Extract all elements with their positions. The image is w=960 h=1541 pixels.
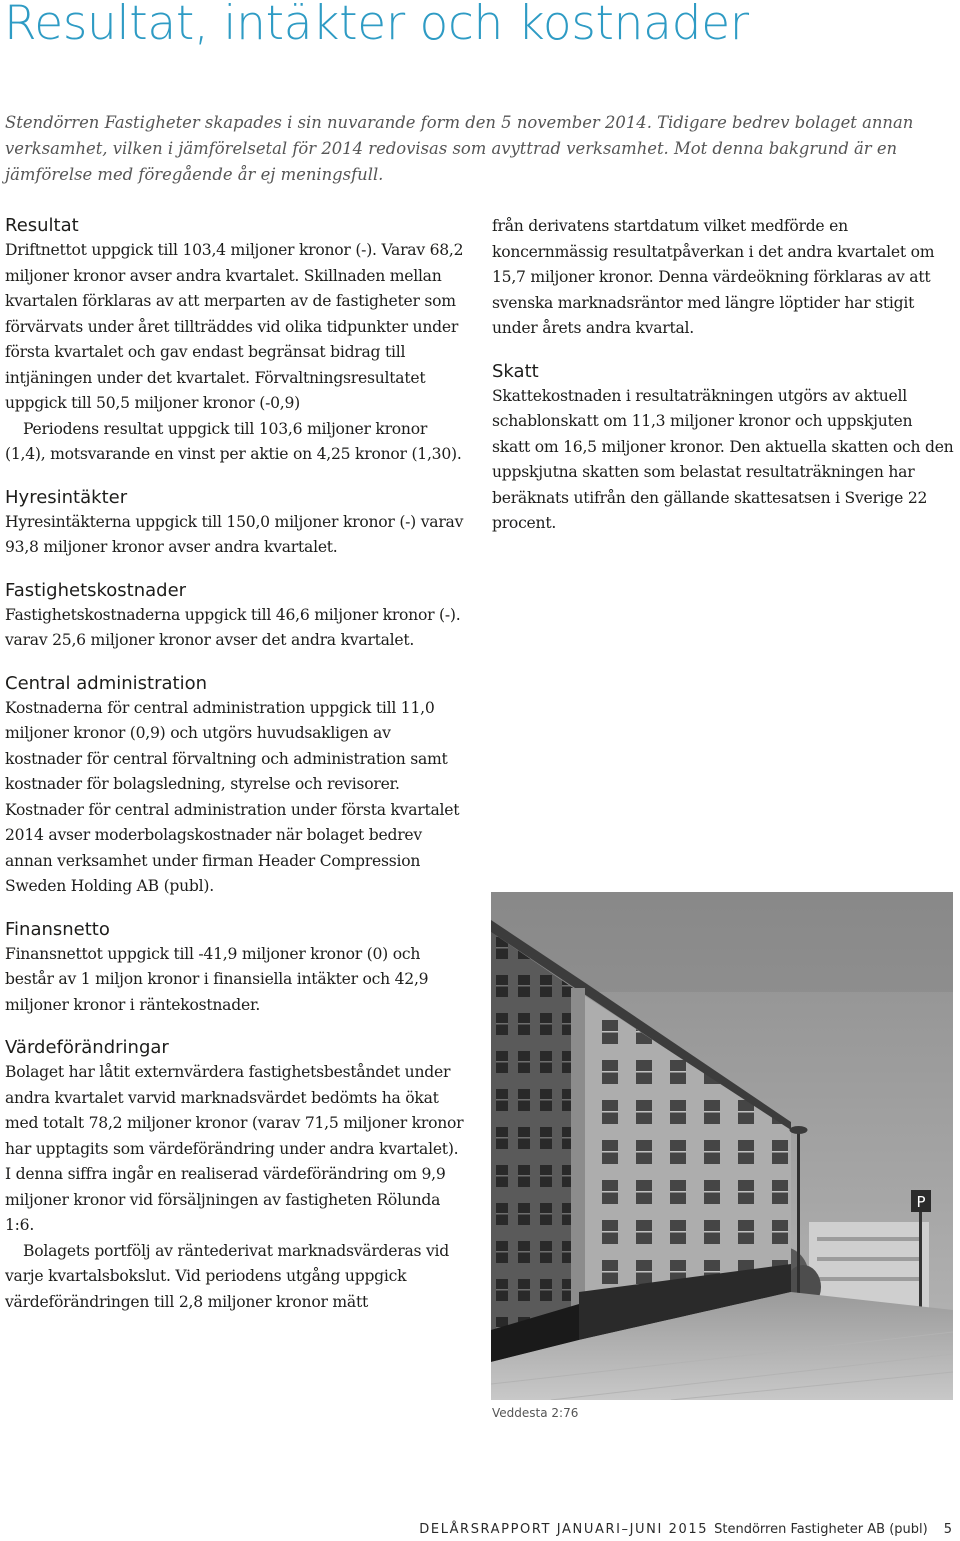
fastighetskostnader-paragraph: Fastighetskostnaderna uppgick till 46,6 miljoner kronor (-). varav 25,6 miljoner kronor avser det andra kvartalet. [5, 605, 461, 649]
resultat-paragraph-1: Driftnettot uppgick till 103,4 miljoner kronor (-). Varav 68,2 miljoner kronor avser andra kvartalet. Skillnaden mellan kvartalen förklaras av att merparten av de fastigheter som förvärvats under året tillträddes vid olika tidpunkter under första kvartalet och gav endast begränsat bidrag till intjäningen under det kvartalet. Förvaltningsresultatet uppgick till 50,5 miljoner kronor (-0,9) [5, 241, 464, 412]
page-number: 5 [943, 1522, 952, 1537]
intro-paragraph: Stendörren Fastigheter skapades i sin nuvarande form den 5 november 2014. Tidigare bedrev bolaget annan verksamhet, vilken i jämförelsetal för 2014 redovisas som avyttrad verksamhet. Mot denna bakgrund är en jämförelse med föregående år ej meningsfull. [5, 113, 914, 184]
footer-report-title: DELÅRSRAPPORT JANUARI–JUNI 2015 [419, 1522, 709, 1537]
resultat-paragraph-2: Periodens resultat uppgick till 103,6 miljoner kronor (1,4), motsvarande en vinst per aktie on 4,25 kronor (1,30). [5, 419, 462, 463]
vardeforandringar-paragraph-1: Bolaget har låtit externvärdera fastighetsbeståndet under andra kvartalet varvid marknadsvärdet bedömts ha ökat med totalt 78,2 miljoner kronor (varav 71,5 miljoner kronor har upptagits som värdeförändring under andra kvartalet). I denna siffra ingår en realiserad värdeförändring om 9,9 miljoner kronor vid försäljningen av fastigheten Rölunda 1:6. [5, 1063, 464, 1234]
hyresintakter-paragraph: Hyresintäkterna uppgick till 150,0 miljoner kronor (-) varav 93,8 miljoner kronor avser andra kvartalet. [5, 512, 464, 556]
parking-sign-letter: P [916, 1193, 926, 1211]
page-footer [419, 1522, 952, 1537]
building-photo [491, 892, 953, 1400]
heading-finansnetto: Finansnetto [5, 918, 110, 940]
skatt-paragraph: Skattekostnaden i resultaträkningen utgörs av aktuell schablonskatt om 11,3 miljoner kronor och uppskjuten skatt om 16,5 miljoner kronor. Den aktuella skatten och den uppskjutna skatten som belastat resultaträkningen har beräknats utifrån den gällande skattesatsen i Sverige 22 procent. [492, 386, 954, 532]
heading-skatt: Skatt [492, 360, 539, 382]
right-column [492, 214, 954, 537]
central-administration-paragraph: Kostnaderna för central administration uppgick till 11,0 miljoner kronor (0,9) och utgörs huvudsakligen av kostnader för central förvaltning och administration samt kostnader för bolagsledning, styrelse och revisorer. Kostnader för central administration under första kvartalet 2014 avser moderbolagskostnader när bolaget bedrev annan verksamhet under firman Header Compression Sweden Holding AB (publ). [5, 698, 460, 895]
page-title: Resultat, intäkter och kostnader [4, 0, 749, 51]
finansnetto-paragraph: Finansnettot uppgick till -41,9 miljoner kronor (0) och består av 1 miljon kronor i finansiella intäkter och 42,9 miljoner kronor i räntekostnader. [5, 944, 429, 1014]
vardeforandringar-paragraph-2: Bolagets portfölj av räntederivat marknadsvärderas vid varje kvartalsbokslut. Vid periodens utgång uppgick värdeförändringen till 2,8 miljoner kronor mätt [5, 1241, 450, 1311]
heading-fastighetskostnader: Fastighetskostnader [5, 579, 187, 601]
heading-hyresintakter: Hyresintäkter [5, 486, 128, 508]
footer-company: Stendörren Fastigheter AB (publ) [714, 1522, 928, 1537]
photo-caption: Veddesta 2:76 [492, 1406, 579, 1420]
heading-vardeforandringar: Värdeförändringar [5, 1037, 169, 1058]
heading-resultat: Resultat [5, 215, 79, 236]
heading-central-administration: Central administration [5, 672, 208, 694]
left-column [5, 214, 467, 1315]
vardeforandringar-paragraph-3: från derivatens startdatum vilket medförde en koncernmässig resultatpåverkan i det andra kvartalet om 15,7 miljoner kronor. Denna värdeökning förklaras av att svenska marknadsräntor med längre löptider har stigit under årets andra kvartal. [492, 217, 935, 337]
